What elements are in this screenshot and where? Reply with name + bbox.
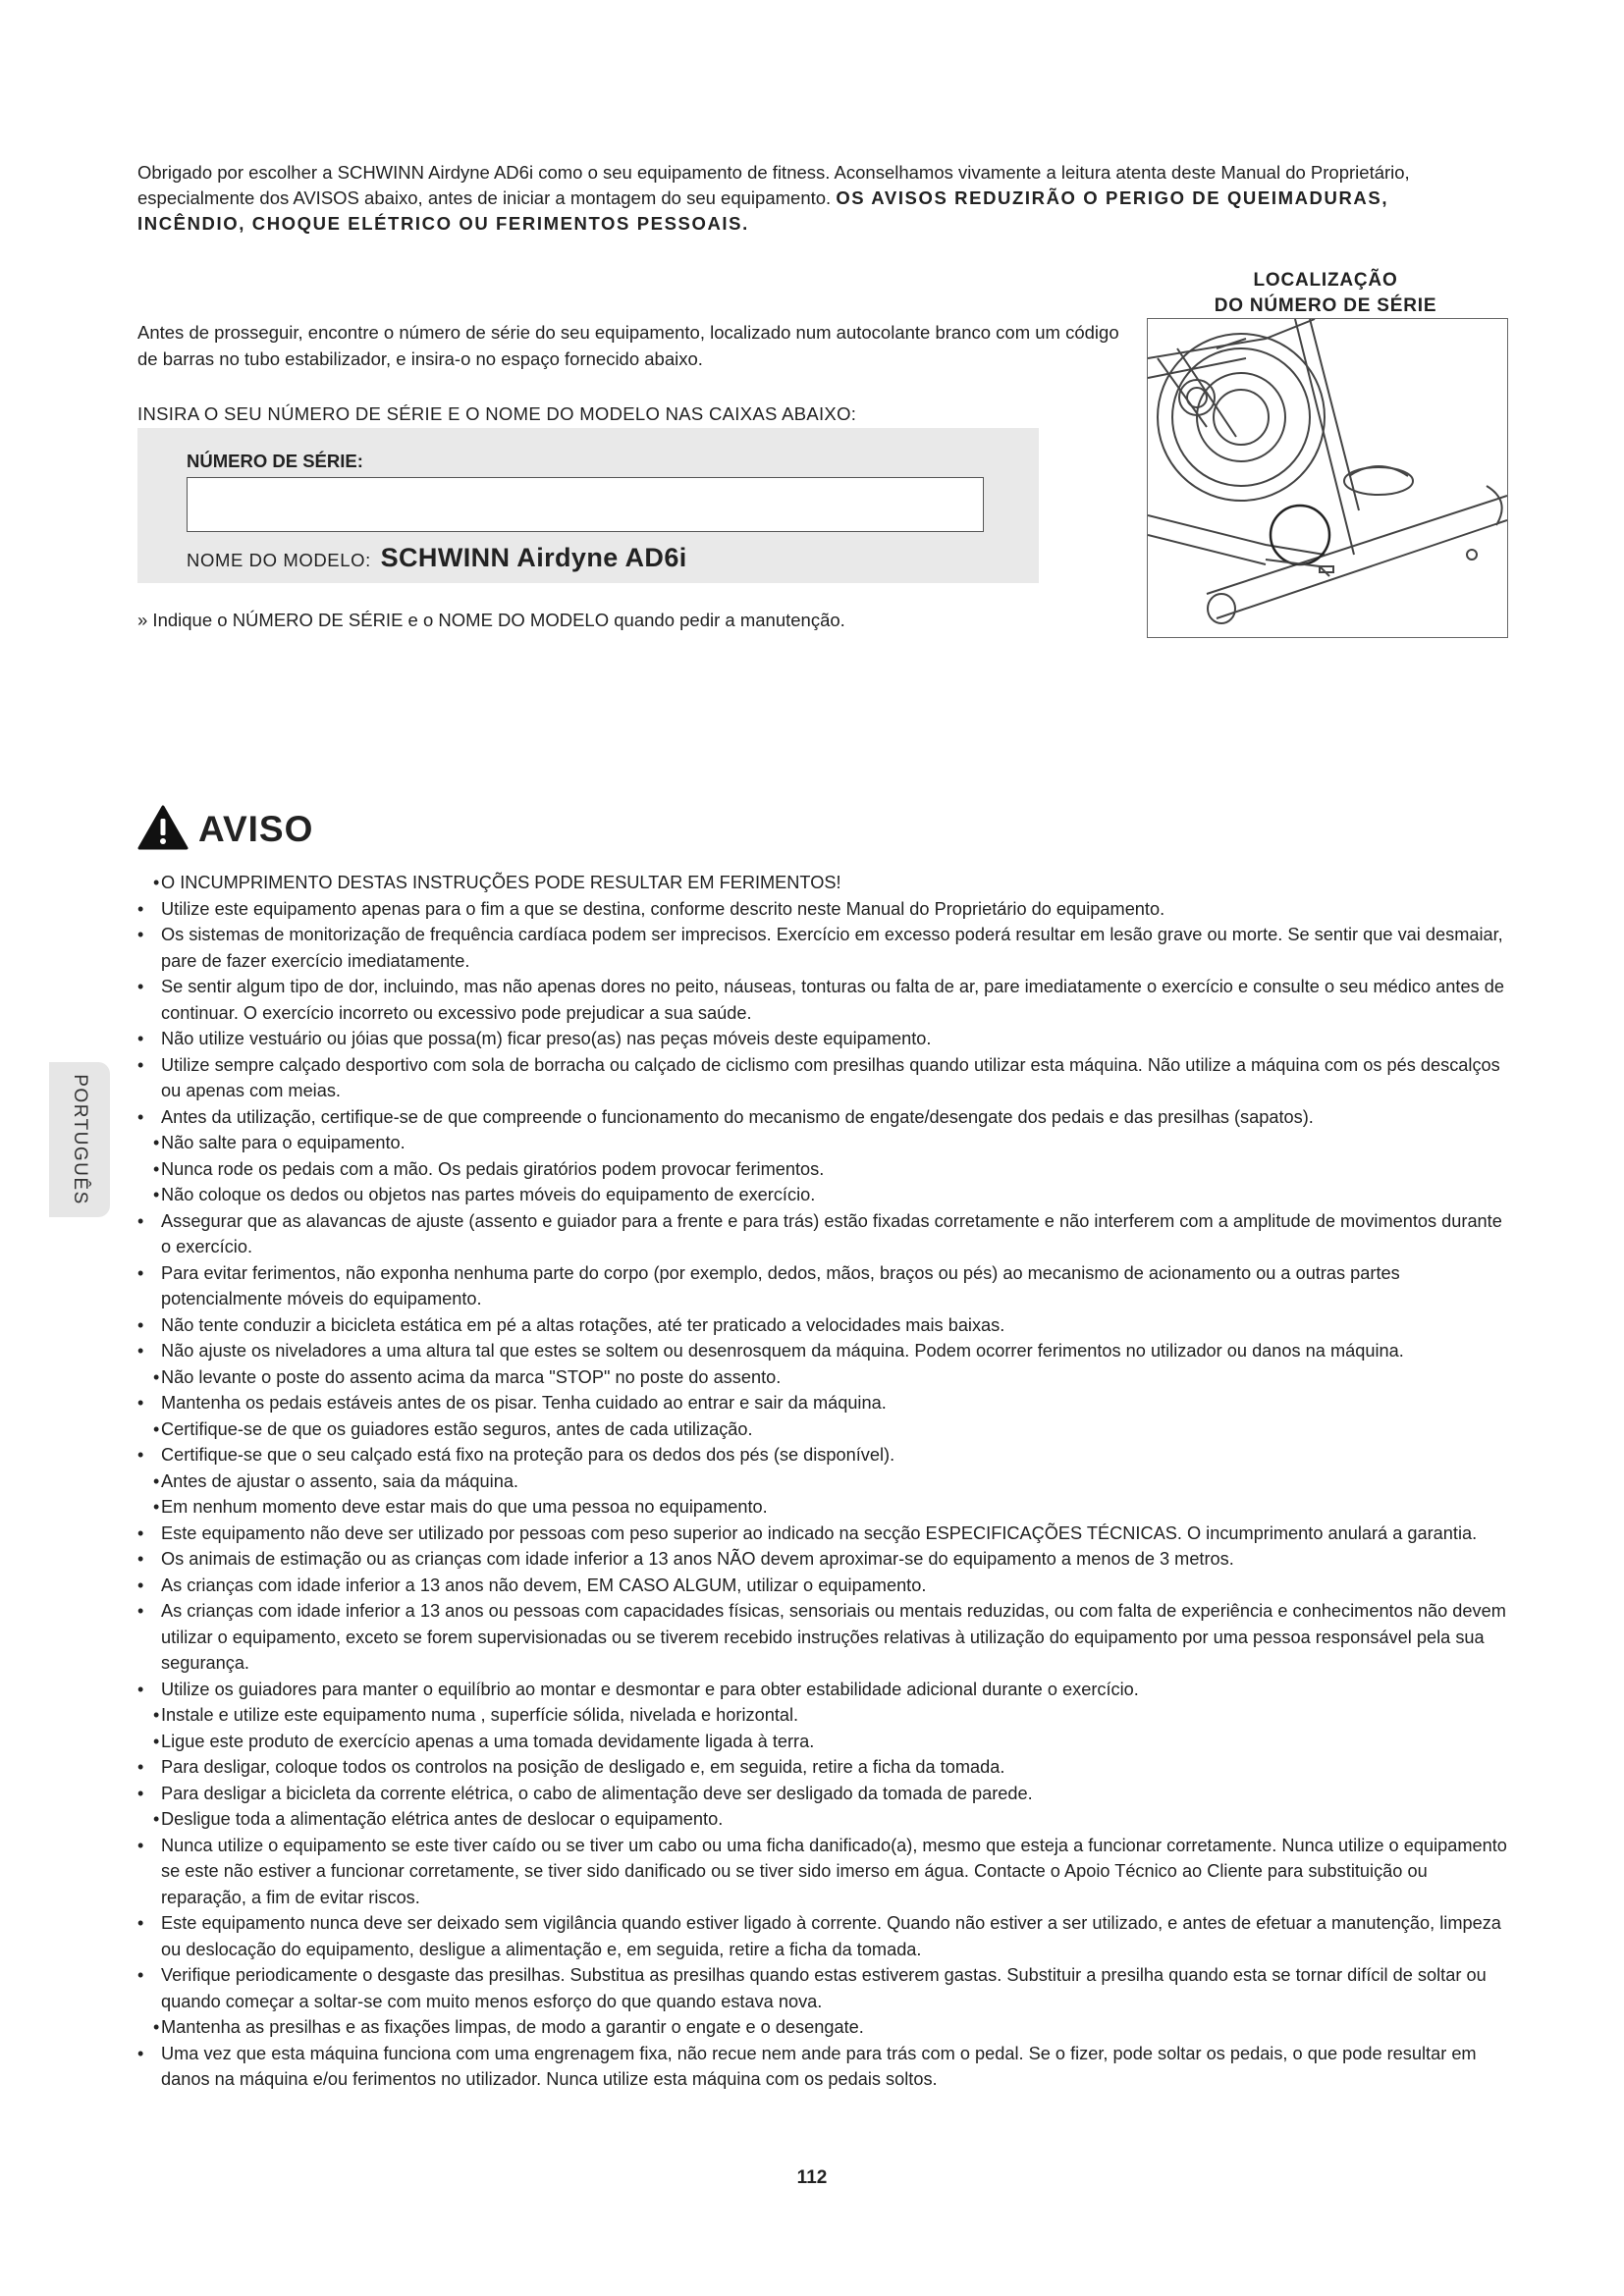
warning-item: • Não ajuste os niveladores a uma altura tal que estes se soltem ou desenrosquem da máquina. Podem ocorrer ferimentos no utilizador ou danos na máquina. xyxy=(137,1338,1507,1364)
warning-item: • Para evitar ferimentos, não exponha nenhuma parte do corpo (por exemplo, dedos, mãos, braços ou pés) ao mecanismo de acionamento ou a outras partes potencialmente móveis do equipamento. xyxy=(137,1260,1507,1312)
model-name-label: NOME DO MODELO: xyxy=(187,550,371,570)
warning-item: • Este equipamento não deve ser utilizado por pessoas com peso superior ao indicado na secção ESPECIFICAÇÕES TÉCNICAS. O incumprimento anulará a garantia. xyxy=(137,1521,1507,1547)
warning-item: • Instale e utilize este equipamento numa , superfície sólida, nivelada e horizontal. xyxy=(137,1702,1507,1729)
aviso-heading xyxy=(137,805,313,854)
warning-item: • Utilize os guiadores para manter o equilíbrio ao montar e desmontar e para obter estabilidade adicional durante o exercício. xyxy=(137,1677,1507,1703)
warning-item: • O INCUMPRIMENTO DESTAS INSTRUÇÕES PODE RESULTAR EM FERIMENTOS! xyxy=(137,870,1507,896)
warning-item: • Mantenha as presilhas e as fixações limpas, de modo a garantir o engate e o desengate. xyxy=(137,2014,1507,2041)
intro-bold-warning: OS AVISOS REDUZIRÃO O PERIGO DE QUEIMADURAS, INCÊNDIO, CHOQUE ELÉTRICO OU FERIMENTOS PESSOAIS. xyxy=(137,187,1389,234)
warning-item: • Em nenhum momento deve estar mais do que uma pessoa no equipamento. xyxy=(137,1494,1507,1521)
serial-location-title-line2: DO NÚMERO DE SÉRIE xyxy=(1214,295,1437,316)
warning-item: • Ligue este produto de exercício apenas a uma tomada devidamente ligada à terra. xyxy=(137,1729,1507,1755)
warning-item: • Certifique-se que o seu calçado está fixo na proteção para os dedos dos pés (se disponível). xyxy=(137,1442,1507,1468)
warning-item: • Não utilize vestuário ou jóias que possa(m) ficar preso(as) nas peças móveis deste equipamento. xyxy=(137,1026,1507,1052)
warning-item: • Uma vez que esta máquina funciona com uma engrenagem fixa, não recue nem ande para trás com o pedal. Se o fizer, pode soltar os pedais, o que pode resultar em danos na máquina e/ou ferimentos no utilizador. Nunca utilize esta máquina com os pedais soltos. xyxy=(137,2041,1507,2093)
warning-item: • Certifique-se de que os guiadores estão seguros, antes de cada utilização. xyxy=(137,1416,1507,1443)
warning-item: • Não levante o poste do assento acima da marca "STOP" no poste do assento. xyxy=(137,1364,1507,1391)
intro-paragraph xyxy=(137,160,1497,237)
model-name-value: SCHWINN Airdyne AD6i xyxy=(380,543,687,572)
bike-illustration xyxy=(1148,319,1507,637)
serial-number-field[interactable] xyxy=(187,477,984,532)
serial-location-figure xyxy=(1147,318,1508,638)
warning-item: • Assegurar que as alavancas de ajuste (assento e guiador para a frente e para trás) estão fixadas corretamente e não interferem com a amplitude de movimentos durante o exercício. xyxy=(137,1208,1507,1260)
warning-item: • Os sistemas de monitorização de frequência cardíaca podem ser imprecisos. Exercício em excesso poderá resultar em lesão grave ou morte. Se sentir que vai desmaiar, pare de fazer exercício imediatamente. xyxy=(137,922,1507,974)
warning-item: • As crianças com idade inferior a 13 anos ou pessoas com capacidades físicas, sensoriais ou mentais reduzidas, ou com falta de experiência e conhecimentos não devem utilizar o equipamento, exceto se forem supervisionadas ou se tiverem recebido instruções relativas à utilização do equipamento por uma pessoa responsável pela sua segurança. xyxy=(137,1598,1507,1677)
warning-item: • Não coloque os dedos ou objetos nas partes móveis do equipamento de exercício. xyxy=(137,1182,1507,1208)
serial-location-title-line1: LOCALIZAÇÃO xyxy=(1253,270,1398,291)
service-note: » Indique o NÚMERO DE SÉRIE e o NOME DO MODELO quando pedir a manutenção. xyxy=(137,610,845,630)
warning-item: • Não tente conduzir a bicicleta estática em pé a altas rotações, até ter praticado a velocidades mais baixas. xyxy=(137,1312,1507,1339)
aviso-title: AVISO xyxy=(198,809,314,849)
warning-item: • Se sentir algum tipo de dor, incluindo, mas não apenas dores no peito, náuseas, tonturas ou falta de ar, pare imediatamente o exercício e consulte o seu médico antes de continuar. O exercício incorreto ou excessivo pode prejudicar a sua saúde. xyxy=(137,974,1507,1026)
warning-item: • Para desligar, coloque todos os controlos na posição de desligado e, em seguida, retire a ficha da tomada. xyxy=(137,1754,1507,1781)
warning-item: • Este equipamento nunca deve ser deixado sem vigilância quando estiver ligado à corrente. Quando não estiver a ser utilizado, e antes de efetuar a manutenção, limpeza ou deslocação do equipamento, desligue a alimentação e, em seguida, retire a ficha da tomada. xyxy=(137,1910,1507,1962)
warning-item: • Desligue toda a alimentação elétrica antes de deslocar o equipamento. xyxy=(137,1806,1507,1833)
language-tab-label: PORTUGUÊS xyxy=(70,1074,90,1205)
serial-number-label: NÚMERO DE SÉRIE: xyxy=(187,451,363,471)
warning-item: • Antes de ajustar o assento, saia da máquina. xyxy=(137,1468,1507,1495)
serial-model-box xyxy=(137,428,1039,583)
warning-item: • Nunca utilize o equipamento se este tiver caído ou se tiver um cabo ou uma ficha danificado(a), mesmo que esteja a funcionar corretamente. Nunca utilize o equipamento se este não estiver a funcionar corretamente, se tiver sido danificado ou se tiver sido imerso em água. Contacte o Apoio Técnico ao Cliente para substituição ou reparação, a fim de evitar riscos. xyxy=(137,1833,1507,1911)
warning-triangle-icon xyxy=(137,805,189,855)
warning-item: • Os animais de estimação ou as crianças com idade inferior a 13 anos NÃO devem aproximar-se do equipamento a menos de 3 metros. xyxy=(137,1546,1507,1573)
warning-item: • Antes da utilização, certifique-se de que compreende o funcionamento do mecanismo de engate/desengate dos pedais e das presilhas (sapatos). xyxy=(137,1104,1507,1131)
warning-item: • Utilize este equipamento apenas para o fim a que se destina, conforme descrito neste Manual do Proprietário do equipamento. xyxy=(137,896,1507,923)
warning-item: • Verifique periodicamente o desgaste das presilhas. Substitua as presilhas quando estas estiverem gastas. Substituir a presilha quando esta se tornar difícil de soltar ou quando começar a soltar-se com muito menos esforço do que quando estava nova. xyxy=(137,1962,1507,2014)
intro-text: Obrigado por escolher a SCHWINN Airdyne AD6i como o seu equipamento de fitness. Aconselhamos vivamente a leitura atenta deste Manual do Proprietário, especialmente dos AVISOS abaixo, antes de iniciar a montagem do seu equipamento. xyxy=(137,162,1410,208)
warning-item: • Nunca rode os pedais com a mão. Os pedais giratórios podem provocar ferimentos. xyxy=(137,1156,1507,1183)
warning-item: • As crianças com idade inferior a 13 anos não devem, EM CASO ALGUM, utilizar o equipamento. xyxy=(137,1573,1507,1599)
page-number: 112 xyxy=(796,2167,828,2188)
find-serial-text: Antes de prosseguir, encontre o número de série do seu equipamento, localizado num autocolante branco com um código de barras no tubo estabilizador, e insira-o no espaço fornecido abaixo. xyxy=(137,322,1119,369)
warning-item: • Para desligar a bicicleta da corrente elétrica, o cabo de alimentação deve ser desligado da tomada de parede. xyxy=(137,1781,1507,1807)
warning-item: • Não salte para o equipamento. xyxy=(137,1130,1507,1156)
model-name-row xyxy=(187,543,687,573)
warning-item: • Mantenha os pedais estáveis antes de os pisar. Tenha cuidado ao entrar e sair da máquina. xyxy=(137,1390,1507,1416)
warnings-list xyxy=(137,870,1507,2093)
warning-item: • Utilize sempre calçado desportivo com sola de borracha ou calçado de ciclismo com presilhas quando utilizar esta máquina. Não utilize a máquina com os pés descalços ou apenas com meias. xyxy=(137,1052,1507,1104)
serial-location-title xyxy=(1139,268,1512,319)
language-tab xyxy=(49,1062,110,1217)
form-instruction: INSIRA O SEU NÚMERO DE SÉRIE E O NOME DO MODELO NAS CAIXAS ABAIXO: xyxy=(137,403,857,424)
